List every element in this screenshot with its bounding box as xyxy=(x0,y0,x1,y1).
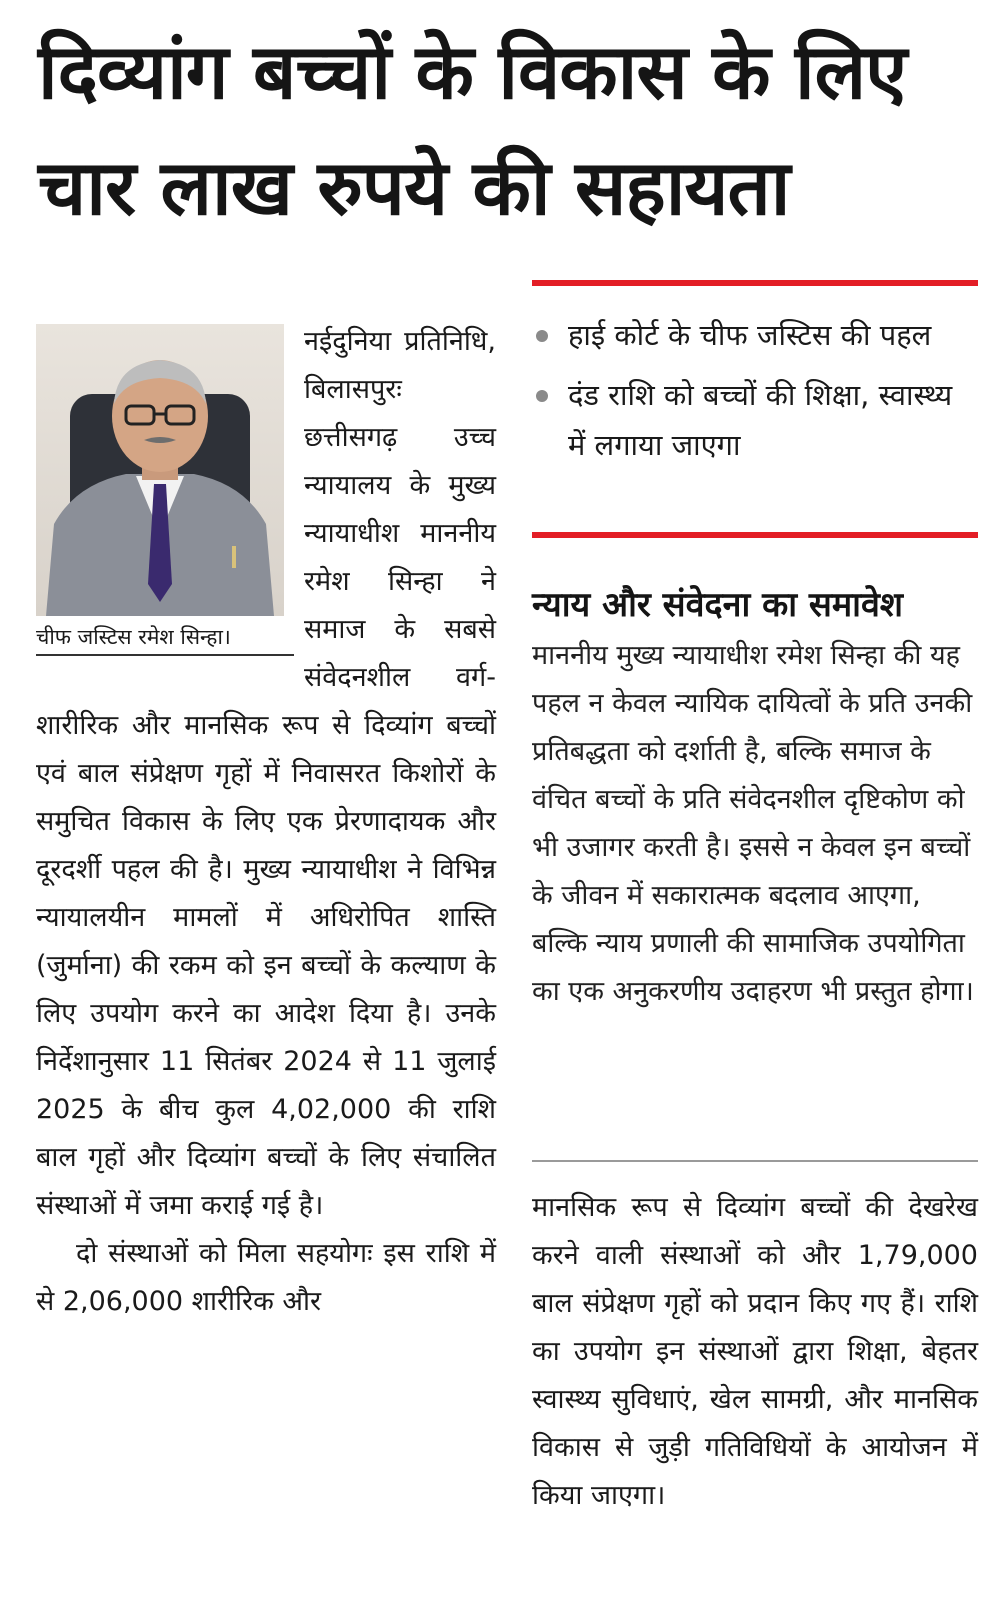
highlight-text: दंड राशि को बच्चों की शिक्षा, स्वास्थ्य में लगाया जाएगा xyxy=(568,378,953,462)
photo-figure xyxy=(36,324,294,656)
article-right-para: मानसिक रूप से दिव्यांग बच्चों की देखरेख करने वाली संस्थाओं को और 1,79,000 बाल संप्रेक्षण गृहों को प्रदान किए गए हैं। राशि का उपयोग इन संस्थाओं द्वारा शिक्षा, बेहतर स्वास्थ्य सुविधाएं, खेल सामग्री, और मानसिक विकास से जुड़ी गतिविधियों के आयोजन में किया जाएगा। xyxy=(532,1192,978,1511)
portrait-illustration xyxy=(36,324,284,616)
highlight-item xyxy=(532,310,978,360)
headline-line-2: चार लाख रुपये की सहायता xyxy=(38,143,790,232)
bullet-icon xyxy=(536,330,548,342)
pen-shape xyxy=(232,546,236,568)
highlight-item xyxy=(532,370,978,470)
chief-justice-photo xyxy=(36,324,284,616)
article-intro: नईदुनिया प्रतिनिधि, बिलासपुरः छत्तीसगढ़ उच्च न्यायालय के मुख्य न्यायाधीश माननीय रमेश सिन्हा ने समाज के सबसे संवेदनशील वर्ग- शारीरिक और मानसिक रूप से दिव्यांग बच्चों एवं बाल संप्रेक्षण गृहों में निवासरत किशोरों के समुचित विकास के लिए एक प्रेरणादायक और दूरदर्शी पहल की है। मुख्य न्यायाधीश ने विभिन्न न्यायालयीन मामलों में अधिरोपित शास्ति (जुर्माना) की रकम को इन बच्चों के कल्याण के लिए उपयोग करने का आदेश दिया है। उनके निर्देशानुसार 11 सितंबर 2024 से 11 जुलाई 2025 के बीच कुल 4,02,000 की राशि बाल गृहों और दिव्यांग बच्चों के लिए संचालित संस्थाओं में जमा कराई गई है। xyxy=(36,326,496,1221)
section-divider xyxy=(532,1160,978,1162)
highlight-text: हाई कोर्ट के चीफ जस्टिस की पहल xyxy=(568,318,932,352)
headline xyxy=(38,14,978,246)
highlights-list xyxy=(532,310,978,480)
box-text: माननीय मुख्य न्यायाधीश रमेश सिन्हा की यह पहल न केवल न्यायिक दायित्वों के प्रति उनकी प्रतिबद्धता को दर्शाती है, बल्कि समाज के वंचित बच्चों के प्रति संवेदनशील दृष्टिकोण को भी उजागर करती है। इससे न केवल इन बच्चों के जीवन में सकारात्मक बदलाव आएगा, बल्कि न्याय प्रणाली की सामाजिक उपयोगिता का एक अनुकरणीय उदाहरण भी प्रस्तुत होगा। xyxy=(532,640,974,1007)
headline-line-1: दिव्यांग बच्चों के विकास के लिए xyxy=(38,27,907,116)
red-rule-bottom xyxy=(532,532,978,538)
red-rule-top xyxy=(532,280,978,286)
article-para-2: दो संस्थाओं को मिला सहयोगः इस राशि में से 2,06,000 शारीरिक और xyxy=(36,1238,496,1317)
box-title: न्याय और संवेदना का समावेश xyxy=(532,585,903,625)
left-column xyxy=(36,318,496,1326)
bullet-icon xyxy=(536,390,548,402)
photo-caption: चीफ जस्टिस रमेश सिन्हा। xyxy=(36,620,294,656)
